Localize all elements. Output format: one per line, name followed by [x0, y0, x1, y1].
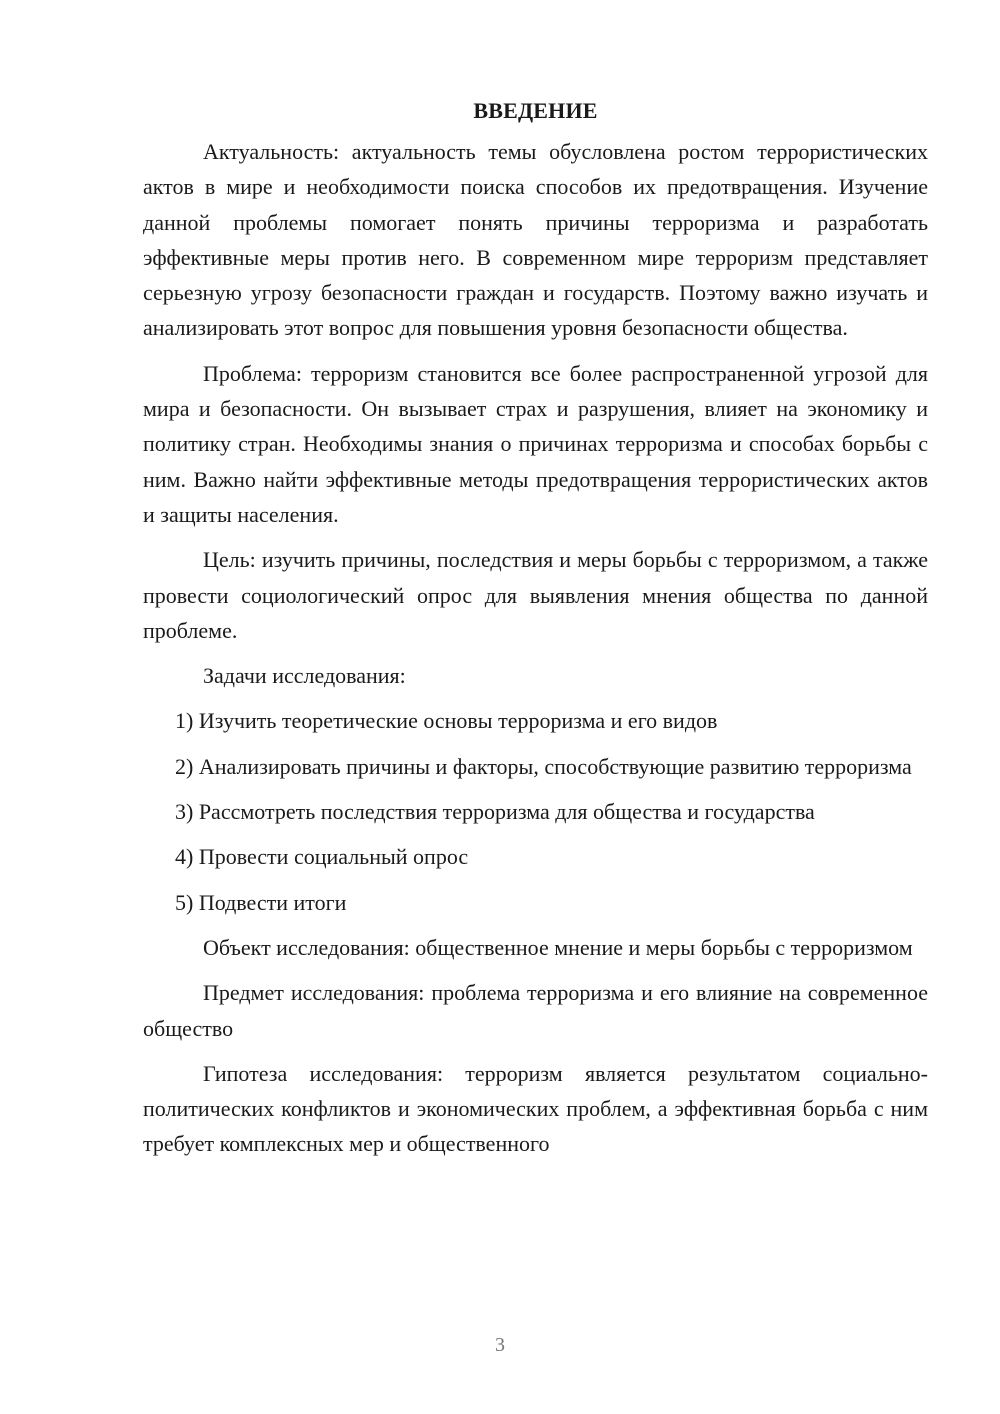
section-title: ВВЕДЕНИЕ — [473, 98, 598, 123]
subject-paragraph: Предмет исследования: проблема терроризма и его влияние на современное общество — [143, 980, 928, 1041]
task-item-1: 1) Изучить теоретические основы терроризма и его видов — [175, 708, 718, 734]
tasks-heading: Задачи исследования: — [203, 663, 406, 689]
object-paragraph: Объект исследования: общественное мнение и меры борьбы с терроризмом — [203, 934, 913, 960]
page-number: 3 — [495, 1334, 505, 1356]
document-body — [143, 98, 928, 1172]
task-item-4: 4) Провести социальный опрос — [175, 844, 469, 870]
goal-paragraph: Цель: изучить причины, последствия и меры борьбы с терроризмом, а также провести социологический опрос для выявления мнения общества по данной проблеме. — [143, 547, 928, 643]
task-item-2: 2) Анализировать причины и факторы, способствующие развитию терроризма — [175, 753, 912, 779]
relevance-paragraph: Актуальность: актуальность темы обусловлена ростом террористических актов в мире и необходимости поиска способов их предотвращения. Изучение данной проблемы помогает понять причины терроризма и разработать эффективные меры против него. В современном мире терроризм представляет серьезную угрозу безопасности граждан и государств. Поэтому важно изучать и анализировать этот вопрос для повышения уровня безопасности общества. — [143, 139, 928, 341]
task-item-3: 3) Рассмотреть последствия терроризма для общества и государства — [175, 799, 815, 825]
hypothesis-paragraph: Гипотеза исследования: терроризм является результатом социально-политических конфликтов и экономических проблем, а эффективная борьба с ним требует комплексных мер и общественного — [143, 1060, 928, 1157]
task-item-5: 5) Подвести итоги — [175, 889, 347, 915]
problem-paragraph: Проблема: терроризм становится все более распространенной угрозой для мира и безопасности. Он вызывает страх и разрушения, влияет на экономику и политику стран. Необходимы знания о причинах терроризма и способах борьбы с ним. Важно найти эффективные методы предотвращения террористических актов и защиты населения. — [143, 360, 928, 527]
